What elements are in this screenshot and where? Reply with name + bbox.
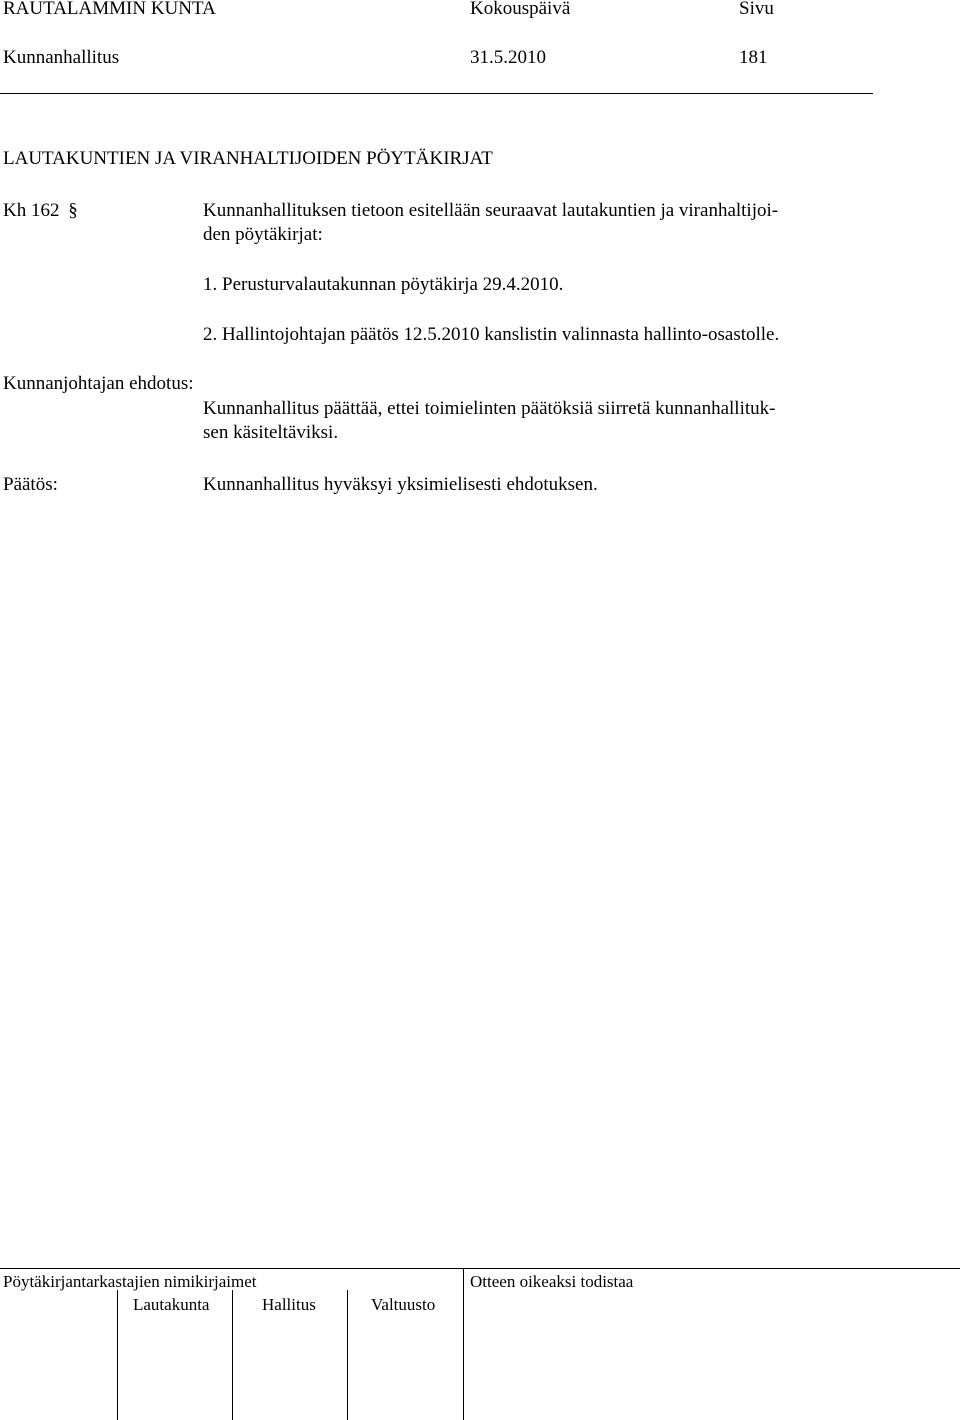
section-sign-icon: § [68,200,78,221]
column-divider [117,1290,118,1420]
meeting-date: 31.5.2010 [470,47,546,68]
section-title: LAUTAKUNTIEN JA VIRANHALTIJOIDEN PÖYTÄKIRJAT [3,148,493,169]
list-item: 2. Hallintojohtajan päätös 12.5.2010 kanslistin valinnasta hallinto-osastolle. [203,324,780,345]
footer-divider [463,1268,464,1420]
proposal-line-2: sen käsiteltäviksi. [203,422,339,443]
proposal-label: Kunnanjohtajan ehdotus: [3,373,194,394]
proposal-line-1: Kunnanhallitus päättää, ettei toimielinten päätöksiä siirretä kunnanhallituk- [203,398,776,419]
signature-footer [0,1268,960,1420]
item-number [3,199,78,223]
decision-text: Kunnanhallitus hyväksyi yksimielisesti ehdotuksen. [203,474,598,495]
column-divider [347,1290,348,1420]
list-item: 1. Perusturvalautakunnan pöytäkirja 29.4.2010. [203,274,564,295]
page-label: Sivu [739,0,774,19]
organization-name: RAUTALAMMIN KUNTA [3,0,216,19]
decision-label: Päätös: [3,474,58,495]
meeting-date-label: Kokouspäivä [470,0,571,19]
header-rule [0,93,873,94]
certify-label: Otteen oikeaksi todistaa [470,1272,634,1291]
column-label-valtuusto: Valtuusto [371,1295,436,1314]
body-name: Kunnanhallitus [3,47,120,68]
page-number: 181 [739,47,768,68]
item-number-text: Kh 162 [3,200,60,221]
column-label-lautakunta: Lautakunta [133,1295,210,1314]
intro-line-2: den pöytäkirjat: [203,224,323,245]
column-divider [232,1290,233,1420]
column-label-hallitus: Hallitus [262,1295,316,1314]
footer-top-rule [0,1268,960,1269]
signatures-label: Pöytäkirjantarkastajien nimikirjaimet [3,1272,257,1291]
intro-line-1: Kunnanhallituksen tietoon esitellään seuraavat lautakuntien ja viranhaltijoi- [203,200,779,221]
